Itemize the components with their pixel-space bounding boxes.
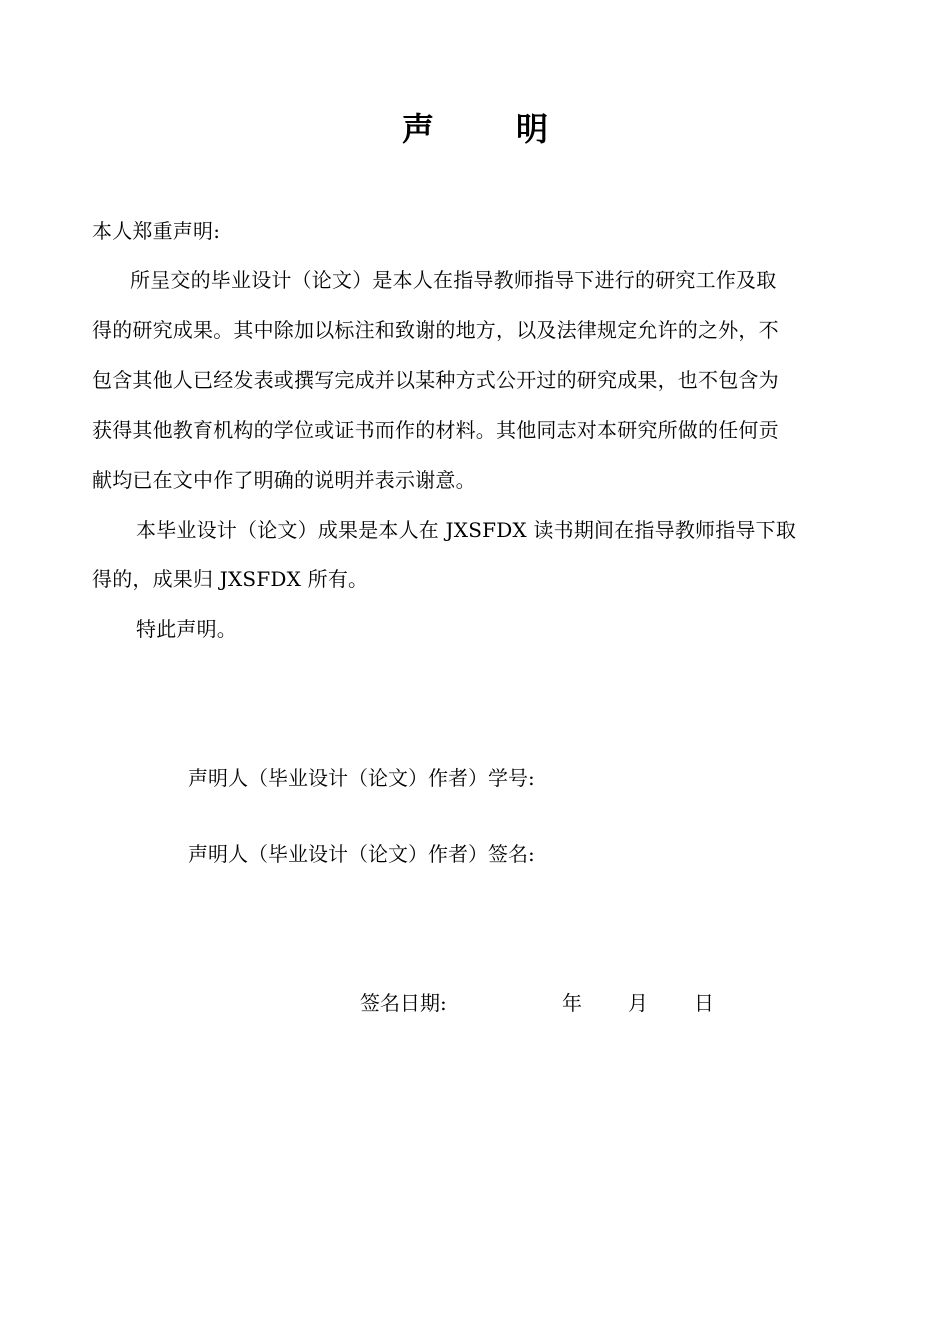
para1-line-3: 包含其他人已经发表或撰写完成并以某种方式公开过的研究成果，也不包含为 [92,368,779,392]
para1-line-5: 献均已在文中作了明确的说明并表示谢意。 [92,468,476,492]
para1-line-1: 所呈交的毕业设计（论文）是本人在指导教师指导下进行的研究工作及取 [130,268,777,292]
date-label: 签名日期: [360,991,447,1015]
closing-statement: 特此声明。 [136,617,237,641]
title-char-2: 明 [516,110,549,148]
declaration-title [0,104,950,154]
student-id-label: 声明人（毕业设计（论文）作者）学号: [188,766,535,790]
para2-line-2: 得的，成果归 JXSFDX 所有。 [92,567,369,591]
year-label: 年 [562,991,582,1015]
para1-line-2: 得的研究成果。其中除加以标注和致谢的地方，以及法律规定允许的之外，不 [92,318,779,342]
opening-statement: 本人郑重声明: [92,219,221,243]
para1-line-4: 获得其他教育机构的学位或证书而作的材料。其他同志对本研究所做的任何贡 [92,418,779,442]
title-char-1: 声 [402,110,435,148]
month-label: 月 [628,991,648,1015]
para2-line-1: 本毕业设计（论文）成果是本人在 JXSFDX 读书期间在指导教师指导下取 [136,518,797,542]
day-label: 日 [694,991,714,1015]
signature-label: 声明人（毕业设计（论文）作者）签名: [188,842,535,866]
